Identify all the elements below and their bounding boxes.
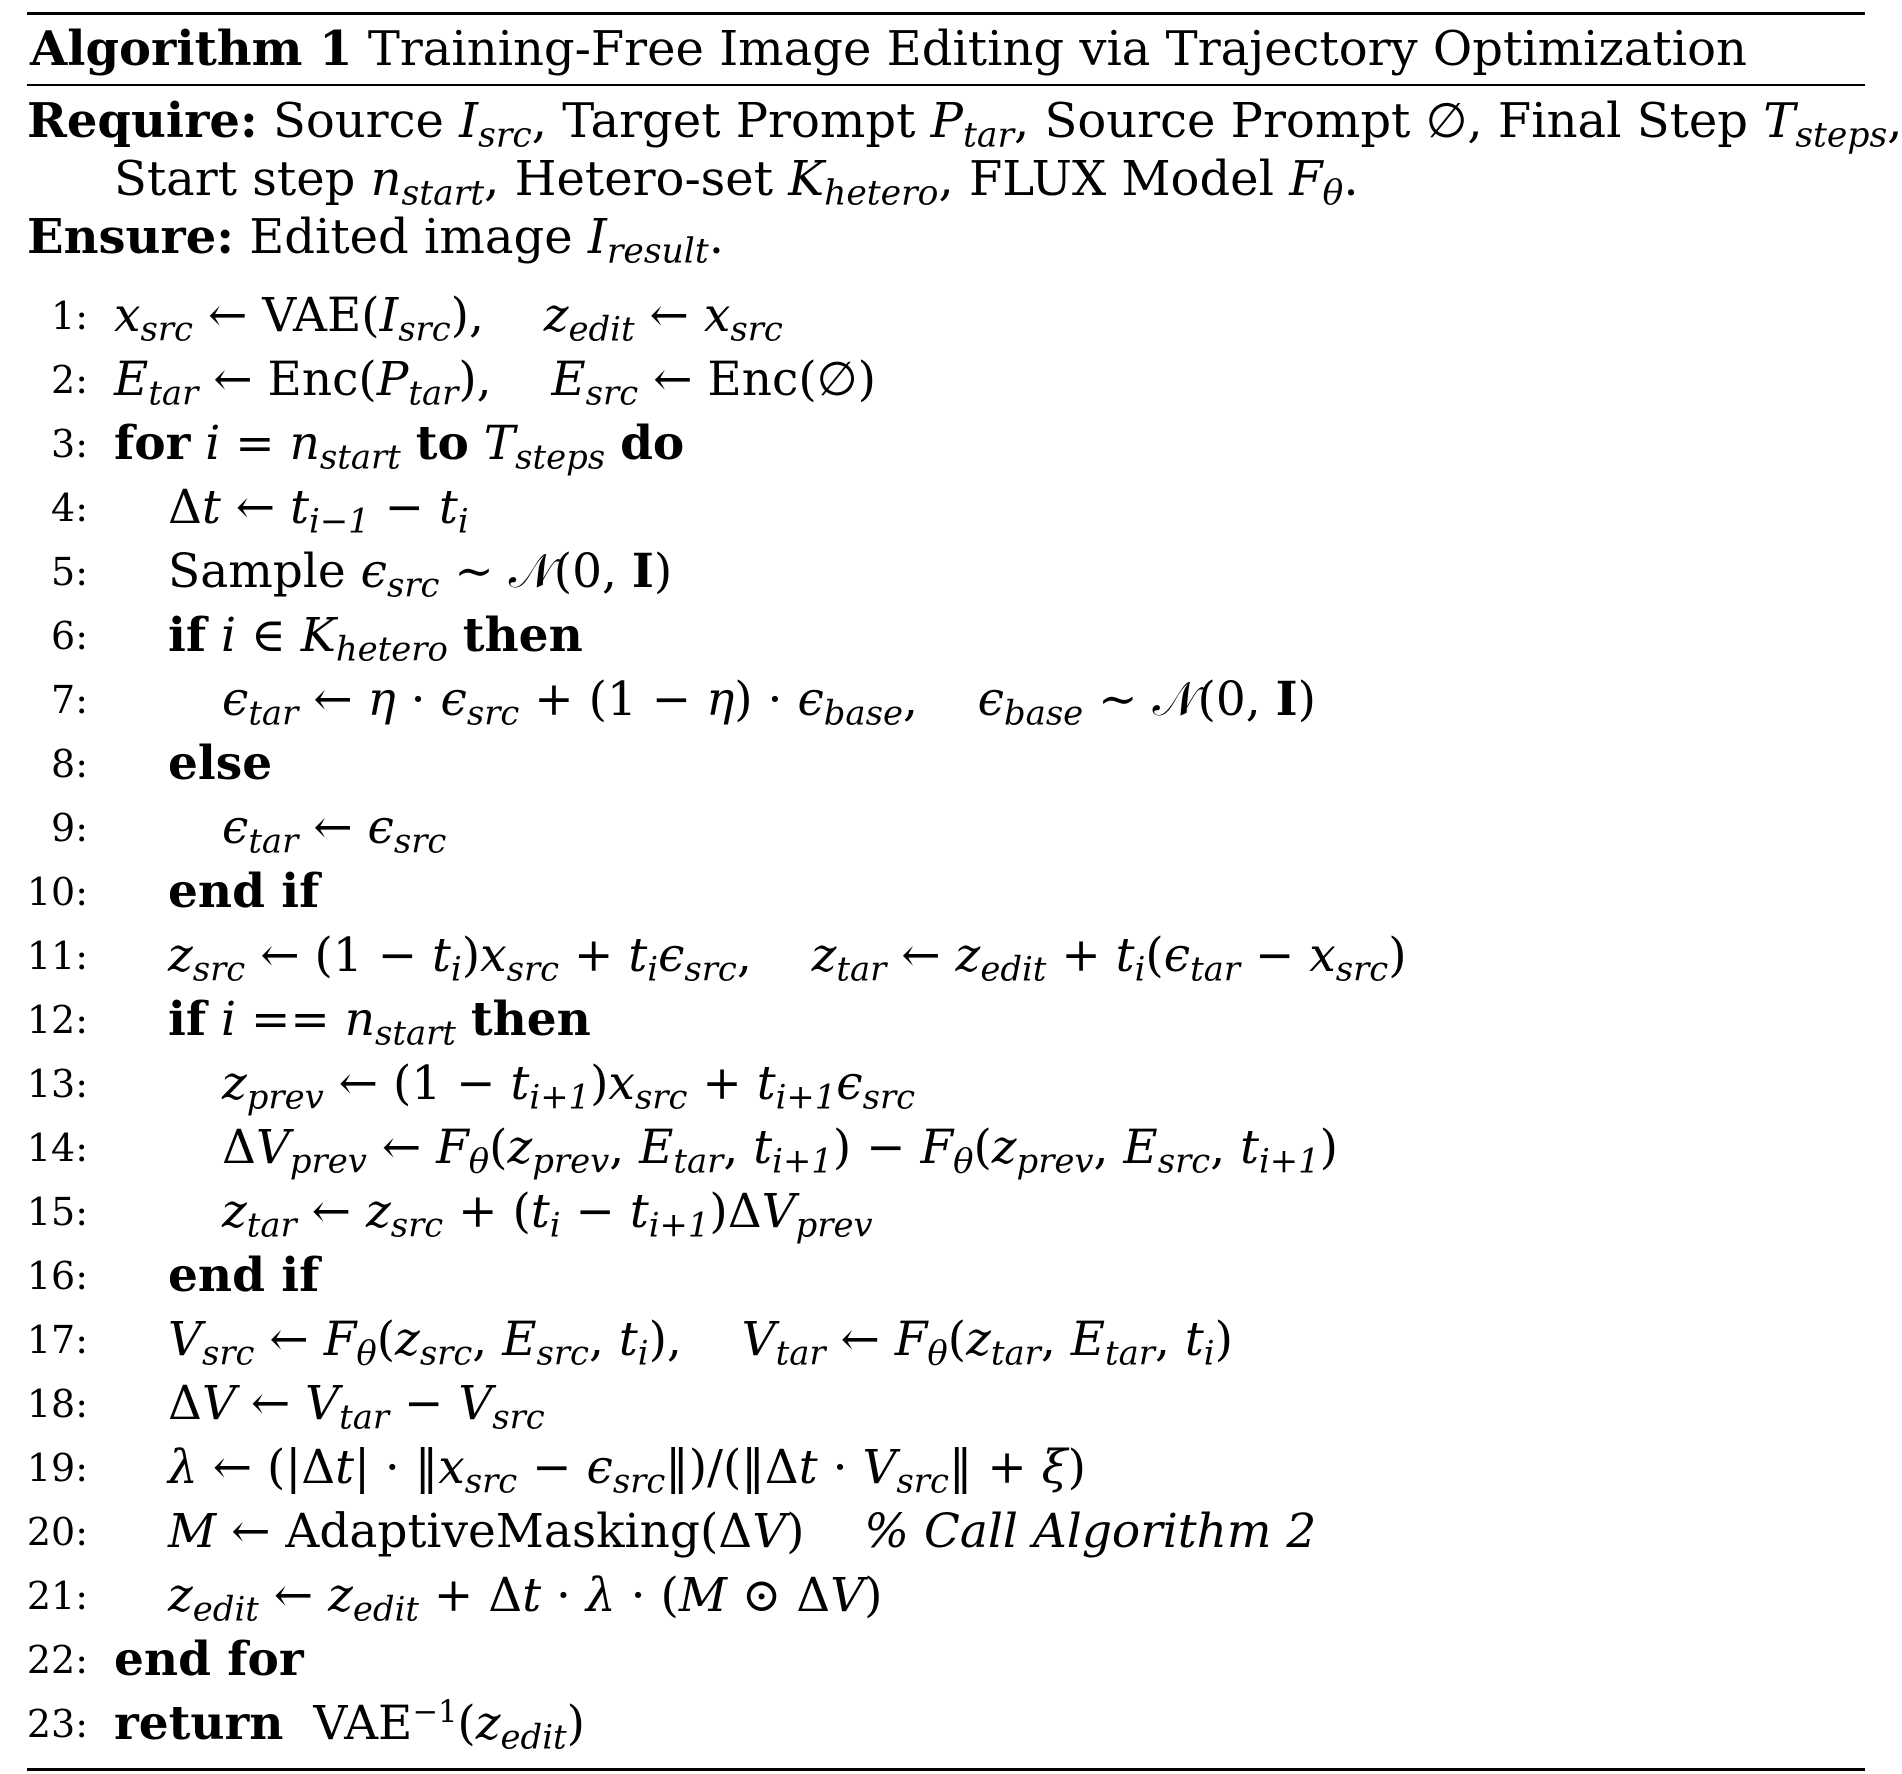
line-number: 17:: [26, 1318, 88, 1362]
line-number: 10:: [26, 870, 88, 914]
line-code: end if: [168, 1248, 320, 1303]
algo-line-21: [0, 1564, 1877, 1628]
line-code: $z_{edit}$ ← $z_{edit} + \Delta t \cdot \lambda \cdot (M$ ⊙ ΔV): [168, 1568, 883, 1629]
algo-line-14: [0, 1116, 1877, 1180]
algo-line-11: [0, 924, 1877, 988]
line-code: $z_{src}$ ← $(1 - t_i)x_{src} + t_i\epsilon_{src}$, $z_{tar}$ ← $z_{edit} + t_i(\epsilon_{tar} - x_{src})$: [168, 928, 1407, 989]
line-number: 7:: [51, 678, 88, 722]
algo-line-18: [0, 1372, 1877, 1436]
line-number: 18:: [26, 1382, 88, 1426]
line-code: $\Delta V_{prev}$ ← $F_\theta(z_{prev}$, $E_{tar}$, $t_{i+1}) - F_\theta(z_{prev}$, $E_{src}$, $t_{i+1}$): [222, 1120, 1339, 1181]
line-code: $V_{src}$ ← $F_\theta(z_{src}$, $E_{src}$, $t_i$), $V_{tar}$ ← $F_\theta(z_{tar}$, $E_{tar}$, $t_i$): [168, 1312, 1233, 1373]
line-code: $\epsilon_{tar}$ ← $\eta \cdot \epsilon_{src} + (1 - \eta) \cdot \epsilon_{base}$, $\epsilon_{base}$ ∼ 𝒩(0, I): [222, 672, 1316, 733]
line-code: ΔV ← $V_{tar} - V_{src}$: [168, 1376, 545, 1437]
require-line: [27, 92, 1902, 156]
top-rule: [27, 12, 1865, 15]
ensure-line: [27, 208, 724, 272]
ensure-text: Edited image $I_{result}$.: [249, 209, 724, 272]
algo-line-9: [0, 796, 1877, 860]
algo-line-3: [0, 412, 1877, 476]
line-code: return $VAE^{-1}(z_{edit})$: [114, 1695, 585, 1757]
line-code: $\epsilon_{tar}$ ← $\epsilon_{src}$: [222, 800, 447, 861]
algo-line-2: [0, 348, 1877, 412]
line-number: 8:: [51, 742, 88, 786]
algo-line-10: [0, 860, 1877, 924]
line-number: 2:: [51, 358, 88, 402]
algorithm-title: [30, 20, 1747, 78]
line-code: Sample $\epsilon_{src}$ ∼ 𝒩(0, I): [168, 544, 673, 605]
line-code: if $i == n_{start}$ then: [168, 992, 591, 1053]
algo-line-5: [0, 540, 1877, 604]
line-code: M ← AdaptiveMasking(ΔV) % Call Algorithm 2: [168, 1504, 1317, 1559]
line-code: $z_{tar}$ ← $z_{src} + (t_i - t_{i+1})\Delta V_{prev}$: [222, 1184, 873, 1245]
algo-line-12: [0, 988, 1877, 1052]
require-keyword: Require:: [27, 93, 258, 149]
line-number: 14:: [26, 1126, 88, 1170]
algo-line-22: [0, 1628, 1877, 1692]
line-code: $E_{tar}$ ← $Enc(P_{tar})$, $E_{src}$ ← Enc(∅): [114, 352, 876, 413]
algorithm-label: Algorithm 1: [30, 21, 353, 77]
line-number: 11:: [26, 934, 88, 978]
ensure-keyword: Ensure:: [27, 209, 234, 265]
algo-line-13: [0, 1052, 1877, 1116]
line-number: 21:: [26, 1574, 88, 1618]
require-line-2: [114, 150, 1359, 214]
algo-line-6: [0, 604, 1877, 668]
algo-line-16: [0, 1244, 1877, 1308]
line-number: 5:: [51, 550, 88, 594]
line-number: 4:: [51, 486, 88, 530]
line-number: 13:: [26, 1062, 88, 1106]
line-number: 6:: [51, 614, 88, 658]
line-number: 1:: [51, 294, 88, 338]
line-number: 20:: [26, 1510, 88, 1554]
line-code: for $i = n_{start}$ to $T_{steps}$ do: [114, 416, 685, 477]
algo-line-17: [0, 1308, 1877, 1372]
title-rule: [27, 84, 1865, 86]
line-code: $z_{prev}$ ← $(1 - t_{i+1})x_{src} + t_{i+1}\epsilon_{src}$: [222, 1056, 916, 1117]
algo-line-8: [0, 732, 1877, 796]
require-text-2: Start step $n_{start}$, Hetero-set $K_{hetero}$, FLUX Model $F_\theta$.: [114, 151, 1359, 214]
line-code: Δt ← $t_{i-1} - t_i$: [168, 480, 469, 541]
algo-line-20: [0, 1500, 1877, 1564]
algo-line-1: [0, 284, 1877, 348]
line-number: 3:: [51, 422, 88, 466]
line-number: 12:: [26, 998, 88, 1042]
line-code: λ ← ($|\Delta t| \cdot ‖x_{src}$ − $\epsilon_{src}‖)/(‖\Delta t$ · $V_{src}‖ + \xi$): [168, 1440, 1086, 1501]
line-code: $x_{src}$ ← $VAE(I_{src})$, $z_{edit}$ ← $x_{src}$: [114, 288, 783, 349]
line-number: 19:: [26, 1446, 88, 1490]
algo-line-23: [0, 1692, 1877, 1756]
line-number: 9:: [51, 806, 88, 850]
line-code: if i ∈ $K_{hetero}$ then: [168, 608, 583, 669]
algo-line-4: [0, 476, 1877, 540]
algo-line-19: [0, 1436, 1877, 1500]
line-number: 16:: [26, 1254, 88, 1298]
require-text-1: Source $I_{src}$, Target Prompt $P_{tar}$, Source Prompt ∅, Final Step $T_{steps}$,: [272, 93, 1902, 156]
line-code: end if: [168, 864, 320, 919]
algo-line-15: [0, 1180, 1877, 1244]
line-number: 22:: [26, 1638, 88, 1682]
line-code: end for: [114, 1632, 304, 1687]
line-number: 23:: [26, 1702, 88, 1746]
algorithm-title-text: Training-Free Image Editing via Trajectory Optimization: [367, 21, 1747, 77]
algo-line-7: [0, 668, 1877, 732]
line-number: 15:: [26, 1190, 88, 1234]
line-code: else: [168, 736, 273, 791]
bottom-rule: [27, 1768, 1865, 1771]
